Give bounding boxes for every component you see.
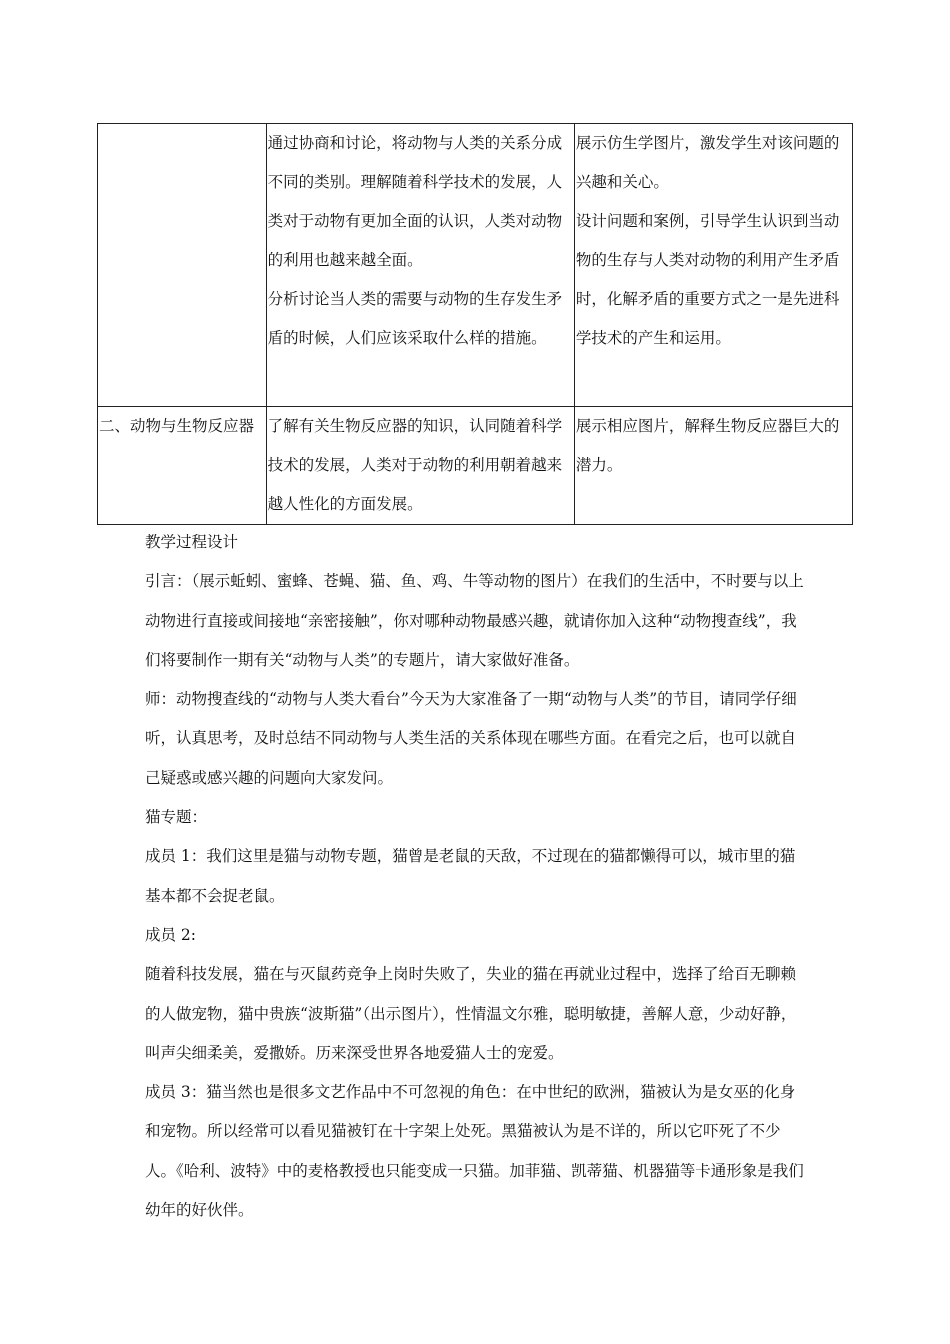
design-cell (574, 124, 852, 407)
table-row (98, 124, 853, 407)
paragraph: 成员 2: (145, 925, 197, 944)
objective-text: 了解有关生物反应器的知识，认同随着科学技术的发展，人类对于动物的利用朝着越来越人性化的方面发展。 (267, 417, 563, 513)
paragraph: 随着科技发展，猫在与灭鼠药竞争上岗时失败了，失业的猫在再就业过程中，选择了给百无聊赖的人做宠物，猫中贵族“波斯猫”（出示图片），性情温文尔雅，聪明敏捷，善解人意，少动好静，叫声尖细柔美，爱撒娇。历来深受世界各地爱猫人士的宠爱。 (145, 965, 797, 1062)
paragraph: 成员 1：我们这里是猫与动物专题，猫曾是老鼠的天敌，不过现在的猫都懒得可以，城市里的猫基本都不会捉老鼠。 (145, 847, 796, 905)
section-cell (98, 124, 267, 407)
objective-text: 分析讨论当人类的需要与动物的生存发生矛盾的时候，人们应该采取什么样的措施。 (267, 290, 563, 347)
lesson-body (145, 523, 810, 1230)
paragraph: 猫专题： (145, 808, 208, 827)
objective-text: 通过协商和讨论，将动物与人类的关系分成不同的类别。理解随着科学技术的发展，人类对于动物有更加全面的认识，人类对动物的利用也越来越全面。 (267, 134, 563, 269)
objectives-cell (266, 407, 574, 525)
section-heading: 教学过程设计 (145, 533, 239, 551)
paragraph: 成员 3：猫当然也是很多文艺作品中不可忽视的角色：在中世纪的欧洲，猫被认为是女巫的化身和宠物。所以经常可以看见猫被钉在十字架上处死。黑猫被认为是不详的，所以它吓死了不少人。《哈利、波特》中的麦格教授也只能变成一只猫。加菲猫、凯蒂猫、机器猫等卡通形象是我们幼年的好伙伴。 (145, 1083, 804, 1220)
paragraph: 师：动物搜查线的“动物与人类大看台”今天为大家准备了一期“动物与人类”的节目，请同学仔细听，认真思考，及时总结不同动物与人类生活的关系体现在哪些方面。在看完之后，也可以就自己疑惑或感兴趣的问题向大家发问。 (145, 690, 797, 787)
paragraph: 引言：（展示蚯蚓、蜜蜂、苍蝇、猫、鱼、鸡、牛等动物的图片）在我们的生活中，不时要与以上动物进行直接或间接地“亲密接触”，你对哪种动物最感兴趣，就请你加入这种“动物搜查线”，我们将要制作一期有关“动物与人类”的专题片，请大家做好准备。 (145, 572, 804, 669)
table-row (98, 407, 853, 525)
objectives-cell (266, 124, 574, 407)
section-title: 二、动物与生物反应器 (99, 417, 255, 435)
design-text: 展示仿生学图片，激发学生对该问题的兴趣和关心。 (575, 134, 840, 191)
design-cell (574, 407, 852, 525)
design-text: 展示相应图片，解释生物反应器巨大的潜力。 (575, 417, 840, 474)
design-text: 设计问题和案例，引导学生认识到当动物的生存与人类对动物的利用产生矛盾时，化解矛盾的重要方式之一是先进科学技术的产生和运用。 (575, 212, 840, 347)
section-cell (98, 407, 267, 525)
lesson-plan-table (97, 123, 853, 525)
